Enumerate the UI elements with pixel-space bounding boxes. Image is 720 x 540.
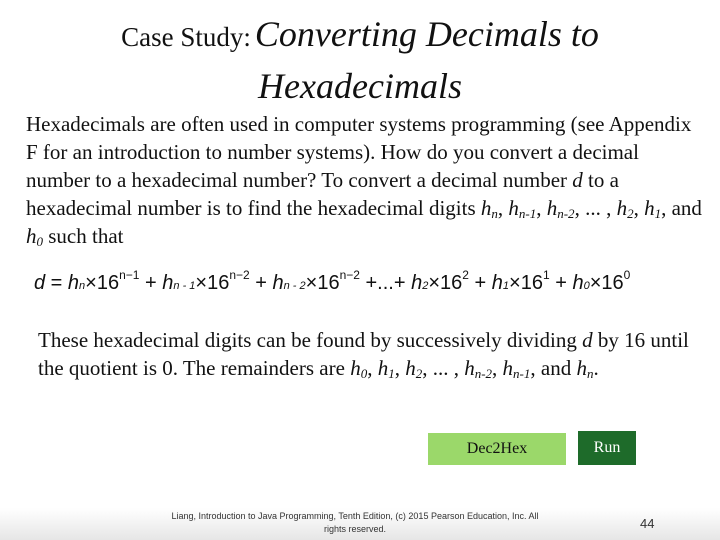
formula-exp: n−2 (339, 268, 360, 282)
separator: , (367, 356, 378, 380)
formula-times16: ×16 (305, 272, 340, 294)
sub-n-1: n-1 (513, 366, 531, 381)
formula-h: h (67, 272, 80, 294)
page-number: 44 (640, 516, 655, 531)
formula-times16: ×16 (428, 272, 463, 294)
separator: , (633, 196, 645, 220)
title-main-line1: Converting Decimals to (254, 14, 599, 54)
run-button[interactable]: Run (578, 431, 636, 465)
sub-n: n (491, 206, 498, 221)
sub-2: 2 (415, 366, 423, 381)
sub-0: 0 (360, 366, 368, 381)
digit-h: h (576, 356, 587, 380)
title-lead: Case Study: (121, 22, 251, 52)
remainder-paragraph (38, 326, 708, 382)
formula-exp: n−1 (119, 268, 140, 282)
formula-h: h (572, 272, 584, 294)
dec2hex-button[interactable]: Dec2Hex (428, 433, 566, 465)
footer-line-1: Liang, Introduction to Java Programming, Tenth Edition, (c) 2015 Pearson Education, Inc. All (171, 511, 539, 521)
title-main-line2: Hexadecimals (258, 66, 462, 106)
formula-sub: n - 2 (283, 280, 306, 292)
sub-1: 1 (388, 366, 395, 381)
and-text: , and (661, 196, 702, 220)
intro-tail: such that (43, 224, 124, 248)
formula-h: h (411, 272, 423, 294)
sub-0: 0 (36, 234, 43, 249)
var-d: d (582, 328, 593, 352)
digit-h: h (502, 356, 514, 380)
digit-h: h (616, 196, 628, 220)
formula-exp: 1 (542, 268, 550, 282)
intro-paragraph (26, 110, 706, 250)
formula-h: h (162, 272, 174, 294)
separator: , (536, 196, 547, 220)
formula-sub: n (79, 280, 86, 292)
separator: , (497, 196, 509, 220)
conversion-formula (34, 268, 714, 312)
formula-sub: 0 (583, 280, 590, 292)
formula-times16: ×16 (195, 272, 230, 294)
digit-h: h (480, 196, 492, 220)
formula-times16: ×16 (589, 272, 624, 294)
sub-n-1: n-1 (518, 206, 537, 221)
formula-equals: = (45, 272, 68, 294)
formula-d: d (34, 272, 46, 294)
footer-line-2: rights reserved. (323, 524, 387, 534)
formula-times16: ×16 (509, 272, 543, 294)
formula-dots: +...+ (359, 272, 412, 294)
var-d: d (572, 168, 583, 192)
formula-h: h (491, 272, 503, 294)
intro-text: Hexadecimals are often used in computer systems programming (see Appendix F for an introduction to number systems). How do you convert a decimal number to a hexadecimal number? To convert a decimal number (26, 112, 692, 192)
digit-h: h (508, 196, 519, 220)
digit-h: h (350, 356, 361, 380)
remainder-text-2: by 16 until the quotient is 0. The remainders are (38, 328, 689, 380)
sub-1: 1 (654, 206, 662, 221)
formula-exp: n−2 (229, 268, 250, 282)
digit-h: h (377, 356, 389, 380)
formula-exp: 2 (462, 268, 469, 282)
ellipsis: , ... , (574, 196, 617, 220)
sub-2: 2 (627, 206, 634, 221)
formula-plus: + (549, 272, 573, 294)
sub-n-2: n-2 (557, 206, 575, 221)
formula-h: h (272, 272, 284, 294)
separator: , (394, 356, 406, 380)
and-text: , and (530, 356, 577, 380)
copyright-footer (140, 510, 570, 536)
digit-h: h (644, 196, 655, 220)
period: . (593, 356, 599, 380)
formula-plus: + (249, 272, 273, 294)
intro-text-2: to a hexadecimal number is to find the hexadecimal digits (26, 168, 619, 220)
digit-h: h (405, 356, 416, 380)
slide-title (0, 12, 720, 108)
formula-sub: n - 1 (173, 280, 196, 292)
digit-h: h (546, 196, 558, 220)
separator: , (492, 356, 503, 380)
formula-exp: 0 (623, 268, 631, 282)
formula-plus: + (139, 272, 163, 294)
digit-h: h (464, 356, 475, 380)
ellipsis: , ... , (422, 356, 465, 380)
formula-times16: ×16 (85, 272, 120, 294)
sub-n: n (586, 366, 594, 381)
digit-h: h (26, 224, 37, 248)
sub-n-2: n-2 (474, 366, 493, 381)
formula-sub: 2 (422, 280, 429, 292)
formula-plus: + (468, 272, 492, 294)
formula-sub: 1 (502, 280, 510, 292)
remainder-text: These hexadecimal digits can be found by successively dividing (38, 328, 583, 352)
